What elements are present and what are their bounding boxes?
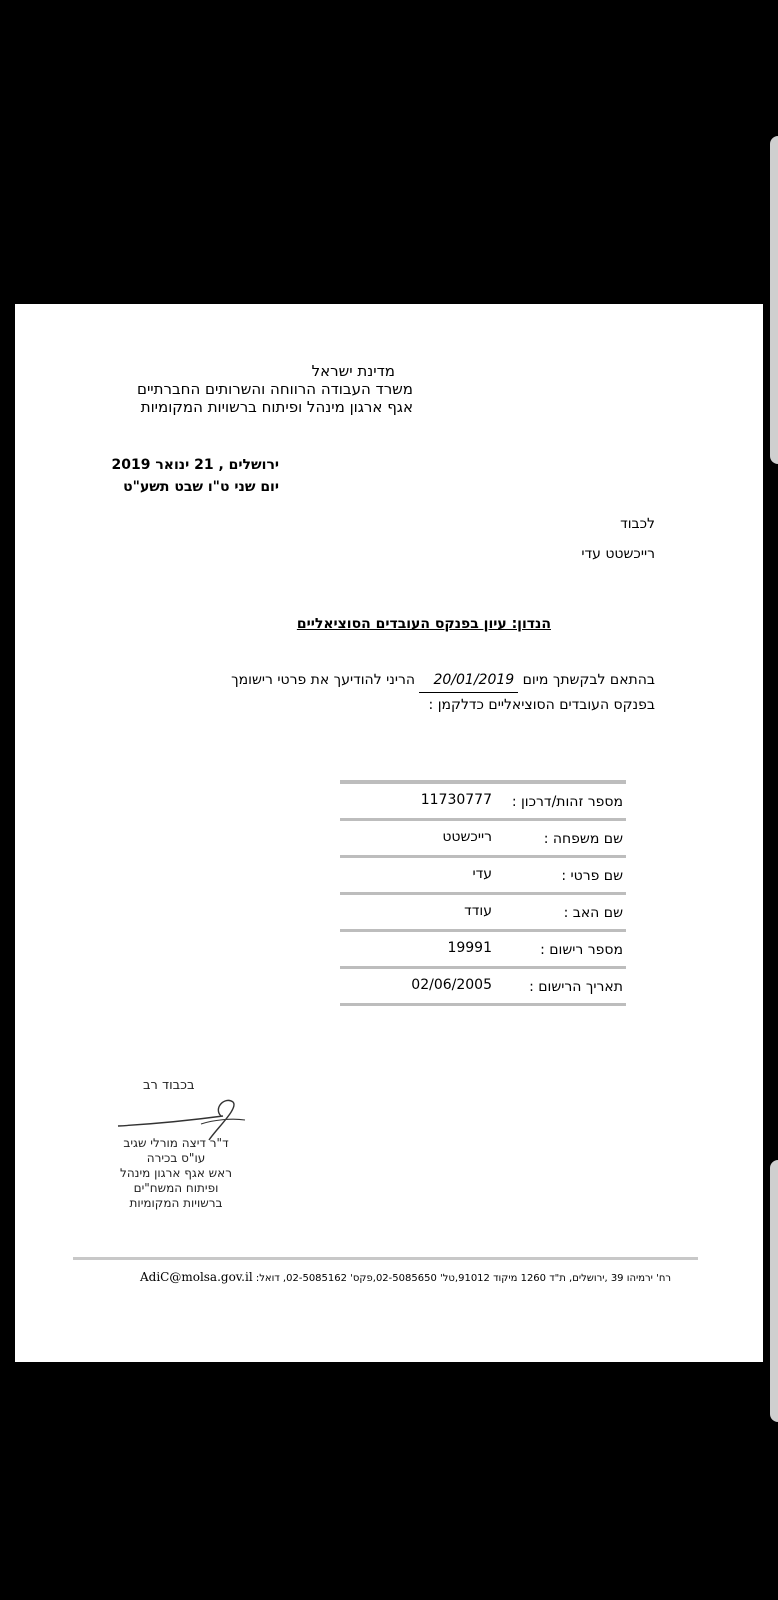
detail-row <box>340 969 626 1006</box>
letterhead-ministry: משרד העבודה הרווחה והשרותים החברתיים <box>136 380 413 398</box>
letterhead <box>137 362 413 416</box>
registration-details-table <box>340 780 626 1006</box>
detail-row <box>340 784 626 821</box>
body-line-1 <box>195 668 655 693</box>
detail-row <box>340 895 626 932</box>
detail-row <box>340 821 626 858</box>
footer-email: AdiC@molsa.gov.il <box>139 1270 253 1284</box>
document-page <box>15 304 763 1362</box>
detail-label: תאריך הרישום : <box>529 979 623 995</box>
letterhead-department: אגף ארגון מינהל ופיתוח ברשויות המקומיות <box>140 398 413 416</box>
signatory-role-end: ברשויות המקומיות <box>129 1196 223 1210</box>
request-date: 20/01/2019 <box>419 668 518 693</box>
detail-label: שם פרטי : <box>561 868 623 884</box>
footer <box>103 1270 671 1284</box>
hebrew-date: יום שני ט"ו שבט תשע"ט <box>123 479 279 495</box>
signatory-role-cont: ופיתוח המשח"ים <box>133 1181 219 1195</box>
subject-line: הנדון: עיון בפנקס העובדים הסוציאליים <box>296 616 551 632</box>
detail-value: 02/06/2005 <box>411 977 492 993</box>
recipient-block <box>581 516 655 576</box>
detail-value: עדי <box>472 866 492 882</box>
letter-body <box>195 668 655 717</box>
detail-value: רייכשטט <box>442 829 492 845</box>
detail-label: מספר רישום : <box>540 942 623 958</box>
footer-divider <box>73 1257 698 1260</box>
closing-line: בכבוד רב <box>143 1078 195 1093</box>
gregorian-date: ירושלים , 21 ינואר 2019 <box>111 457 279 473</box>
body-intro: בהתאם לבקשתך מיום <box>522 672 655 688</box>
detail-value: 11730777 <box>420 792 492 808</box>
signatory-block <box>111 1136 241 1211</box>
detail-value: 19991 <box>447 940 492 956</box>
recipient-name: רייכשטט עדי <box>581 546 655 562</box>
scrollbar-bottom[interactable] <box>770 1160 778 1422</box>
signatory-title: עו"ס בכירה <box>146 1151 206 1165</box>
letterhead-state: מדינת ישראל <box>311 362 395 380</box>
body-line-2: בפנקס העובדים הסוציאליים כדלקמן : <box>428 697 655 713</box>
footer-address: רח' ירמיהו 39 ,ירושלים, ת"ד 1260 מיקוד 91012,טל' 02-5085650,פקס' 02-5085162, דואל: <box>252 1273 671 1284</box>
body-after-date: הריני להודיעך את פרטי רישומך <box>231 672 416 688</box>
detail-value: עודד <box>464 903 492 919</box>
detail-label: שם משפחה : <box>543 831 623 847</box>
salutation: לכבוד <box>620 516 655 532</box>
detail-label: מספר זהות/דרכון : <box>511 794 623 810</box>
detail-row <box>340 932 626 969</box>
signatory-role: ראש אגף ארגון מינהל <box>120 1166 232 1180</box>
detail-row <box>340 858 626 895</box>
date-block <box>79 454 279 498</box>
detail-label: שם האב : <box>563 905 623 921</box>
signatory-name: ד"ר דיצה מורלי שגיב <box>123 1136 229 1150</box>
scrollbar-top[interactable] <box>770 136 778 464</box>
